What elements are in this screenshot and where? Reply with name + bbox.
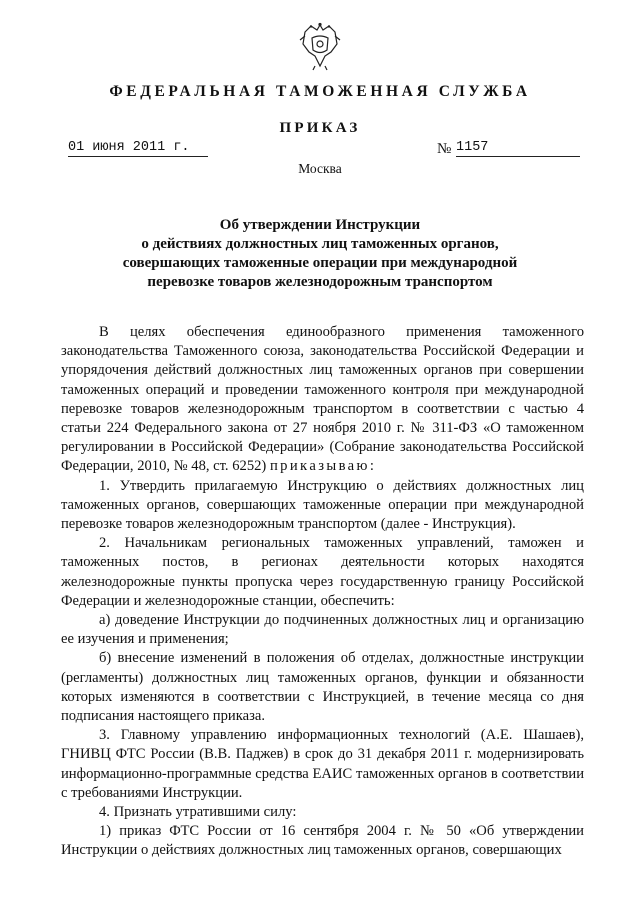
preamble-paragraph xyxy=(61,323,584,477)
paragraph-item-2: 2. Начальникам региональных таможенных управлений, таможен и таможенных постов, в регионах деятельности которых находятся железнодорожные пункты пропуска через государственную границу Российской Федерации и железнодорожные станции, обеспечить: xyxy=(61,535,584,609)
title-line: совершающих таможенные операции при международной xyxy=(122,255,518,271)
paragraph-item-4: 4. Признать утратившими силу: xyxy=(99,804,297,821)
paragraph-item-3: 3. Главному управлению информационных технологий (А.Е. Шашаев), ГНИВЦ ФТС России (В.В. Паджев) в срок до 31 декабря 2011 г. модернизировать информационно-программные средства ЕАИС таможенных органов в соответствии с требованиями Инструкции. xyxy=(61,727,584,801)
agency-name: ФЕДЕРАЛЬНАЯ ТАМОЖЕННАЯ СЛУЖБА xyxy=(109,83,531,100)
document-body xyxy=(61,323,584,861)
order-number: 1157 xyxy=(456,140,580,157)
order-keyword: приказываю: xyxy=(269,458,377,475)
title-line: Об утверждении Инструкции xyxy=(219,217,421,233)
coat-of-arms-emblem xyxy=(297,22,343,72)
city: Москва xyxy=(298,161,342,176)
title-line: о действиях должностных лиц таможенных органов, xyxy=(141,236,499,252)
paragraph-item-4-1: 1) приказ ФТС России от 16 сентября 2004 г. № 50 «Об утверждении Инструкции о действиях должностных лиц таможенных органов, совершающих xyxy=(61,823,584,859)
paragraph-item-2b: б) внесение изменений в положения об отделах, должностные инструкции (регламенты) должностных лиц таможенных органов, функции и обязанности которых изменяются в соответствии с Инструкцией, в течение месяца со дня подписания настоящего приказа. xyxy=(61,650,584,725)
preamble-text: В целях обеспечения единообразного применения таможенного законодательства Таможенного союза, законодательства Российской Федерации и упорядочения действий должностных лиц таможенных органов при совершении таможенных операций и проведении таможенного контроля при международной перевозке товаров железнодорожным транспортом в соответствии с частью 4 статьи 224 Федерального закона от 27 ноября 2010 г. № 311-ФЗ «О таможенном регулировании в Российской Федерации» (Собрание законодательства Российской Федерации, 2010, № 48, ст. 6252) xyxy=(61,324,584,475)
order-date: 01 июня 2011 г. xyxy=(68,140,208,157)
paragraph-item-2a: а) доведение Инструкции до подчиненных должностных лиц и организацию ее изучения и применения; xyxy=(61,612,584,648)
number-label: № xyxy=(437,141,452,157)
title-line: перевозке товаров железнодорожным транспортом xyxy=(147,274,493,290)
document-type: ПРИКАЗ xyxy=(279,120,361,136)
paragraph-item-1: 1. Утвердить прилагаемую Инструкцию о действиях должностных лиц таможенных органов, совершающих таможенные операции при международной перевозке товаров железнодорожным транспортом (далее - Инструкция). xyxy=(61,477,584,533)
document-title xyxy=(60,216,580,292)
